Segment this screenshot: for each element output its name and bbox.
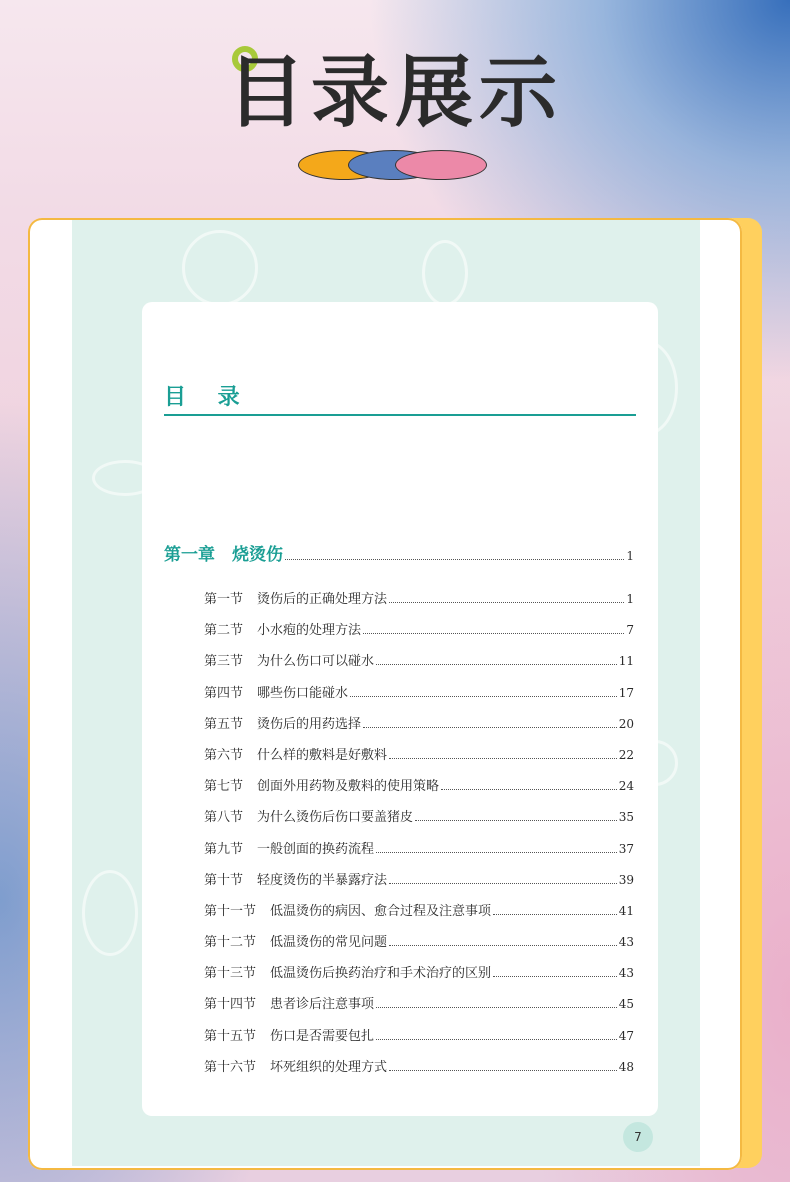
section-page-number: 45 xyxy=(618,997,634,1012)
background-cell-shape xyxy=(182,230,258,306)
toc-section-entry[interactable] xyxy=(204,869,634,900)
toc-section-entry[interactable] xyxy=(204,713,634,744)
section-page-number: 20 xyxy=(618,716,634,731)
section-page-number: 11 xyxy=(618,654,634,669)
toc-section-entry[interactable] xyxy=(204,1025,634,1056)
toc-section-entry[interactable] xyxy=(204,1056,634,1087)
section-page-number: 35 xyxy=(618,810,634,825)
toc-card xyxy=(142,302,658,1116)
leader-dots xyxy=(389,945,617,946)
toc-section-entry[interactable] xyxy=(204,931,634,962)
section-number: 第三节 xyxy=(204,654,244,670)
toc-title-rule xyxy=(164,414,636,416)
section-page-number: 22 xyxy=(618,747,634,762)
leader-dots xyxy=(389,1070,617,1071)
section-page-number: 43 xyxy=(618,966,634,981)
section-page-number: 41 xyxy=(618,903,634,918)
toc-section-entry[interactable] xyxy=(204,900,634,931)
section-title: 小水疱的处理方法 xyxy=(257,623,362,639)
section-number: 第十五节 xyxy=(204,1028,257,1044)
toc-section-list xyxy=(204,588,634,1087)
toc-chapter-entry[interactable] xyxy=(164,540,634,565)
section-title: 烫伤后的用药选择 xyxy=(257,716,362,732)
section-page-number: 17 xyxy=(618,685,634,700)
section-number: 第五节 xyxy=(204,716,244,732)
section-number: 第二节 xyxy=(204,623,244,639)
section-title: 哪些伤口能碰水 xyxy=(257,685,349,701)
section-title: 一般创面的换药流程 xyxy=(257,841,375,857)
toc-section-entry[interactable] xyxy=(204,619,634,650)
section-title: 患者诊后注意事项 xyxy=(270,997,375,1013)
leader-dots xyxy=(376,1007,617,1008)
leader-dots xyxy=(415,820,617,821)
section-number: 第十节 xyxy=(204,872,244,888)
section-number: 第四节 xyxy=(204,685,244,701)
chapter-label: 第一章 烧烫伤 xyxy=(164,545,283,565)
section-title: 低温烫伤的病因、愈合过程及注意事项 xyxy=(270,903,492,919)
leader-dots xyxy=(350,696,617,697)
toc-section-entry[interactable] xyxy=(204,775,634,806)
pink-ellipse xyxy=(395,150,487,180)
leader-dots xyxy=(363,727,617,728)
section-title: 低温烫伤的常见问题 xyxy=(270,935,388,951)
leader-dots xyxy=(285,559,624,560)
toc-section-entry[interactable] xyxy=(204,650,634,681)
leader-dots xyxy=(376,664,617,665)
section-number: 第七节 xyxy=(204,779,244,795)
section-title: 创面外用药物及敷料的使用策略 xyxy=(257,779,440,795)
section-title: 轻度烫伤的半暴露疗法 xyxy=(257,872,388,888)
section-title: 为什么烫伤后伤口要盖猪皮 xyxy=(257,810,414,826)
toc-section-entry[interactable] xyxy=(204,588,634,619)
section-title: 坏死组织的处理方式 xyxy=(270,1059,388,1075)
section-number: 第八节 xyxy=(204,810,244,826)
chapter-page-number: 1 xyxy=(626,549,634,563)
leader-dots xyxy=(389,602,624,603)
leader-dots xyxy=(493,976,617,977)
toc-section-entry[interactable] xyxy=(204,838,634,869)
section-number: 第一节 xyxy=(204,592,244,607)
section-page-number: 39 xyxy=(618,872,634,887)
section-title: 伤口是否需要包扎 xyxy=(270,1028,375,1044)
background-cell-shape xyxy=(82,870,138,956)
toc-section-entry[interactable] xyxy=(204,744,634,775)
ellipse-decoration xyxy=(298,150,494,184)
section-page-number: 47 xyxy=(618,1028,634,1043)
section-page-number: 43 xyxy=(618,935,634,950)
leader-dots xyxy=(441,789,617,790)
toc-section-entry[interactable] xyxy=(204,993,634,1024)
section-number: 第十六节 xyxy=(204,1059,257,1075)
leader-dots xyxy=(389,883,617,884)
page-header-title: 目录展示 xyxy=(226,48,563,138)
leader-dots xyxy=(376,1039,617,1040)
page-number-badge: 7 xyxy=(623,1122,653,1152)
section-number: 第六节 xyxy=(204,747,244,763)
section-number: 第十一节 xyxy=(204,903,257,919)
toc-section-entry[interactable] xyxy=(204,962,634,993)
leader-dots xyxy=(363,633,624,634)
section-title: 低温烫伤后换药治疗和手术治疗的区别 xyxy=(270,966,492,982)
section-title: 烫伤后的正确处理方法 xyxy=(257,592,388,607)
section-number: 第十二节 xyxy=(204,935,257,951)
leader-dots xyxy=(376,852,617,853)
section-page-number: 48 xyxy=(618,1059,634,1074)
section-number: 第十四节 xyxy=(204,997,257,1013)
toc-title: 目 录 xyxy=(164,385,252,410)
background-cell-shape xyxy=(422,240,468,306)
section-number: 第十三节 xyxy=(204,966,257,982)
leader-dots xyxy=(389,758,617,759)
section-title: 什么样的敷料是好敷料 xyxy=(257,747,388,763)
toc-section-entry[interactable] xyxy=(204,682,634,713)
section-title: 为什么伤口可以碰水 xyxy=(257,654,375,670)
leader-dots xyxy=(493,914,617,915)
toc-section-entry[interactable] xyxy=(204,806,634,837)
section-number: 第九节 xyxy=(204,841,244,857)
section-page-number: 37 xyxy=(618,841,634,856)
section-page-number: 1 xyxy=(626,592,634,606)
section-page-number: 7 xyxy=(626,623,634,638)
section-page-number: 24 xyxy=(618,779,634,794)
